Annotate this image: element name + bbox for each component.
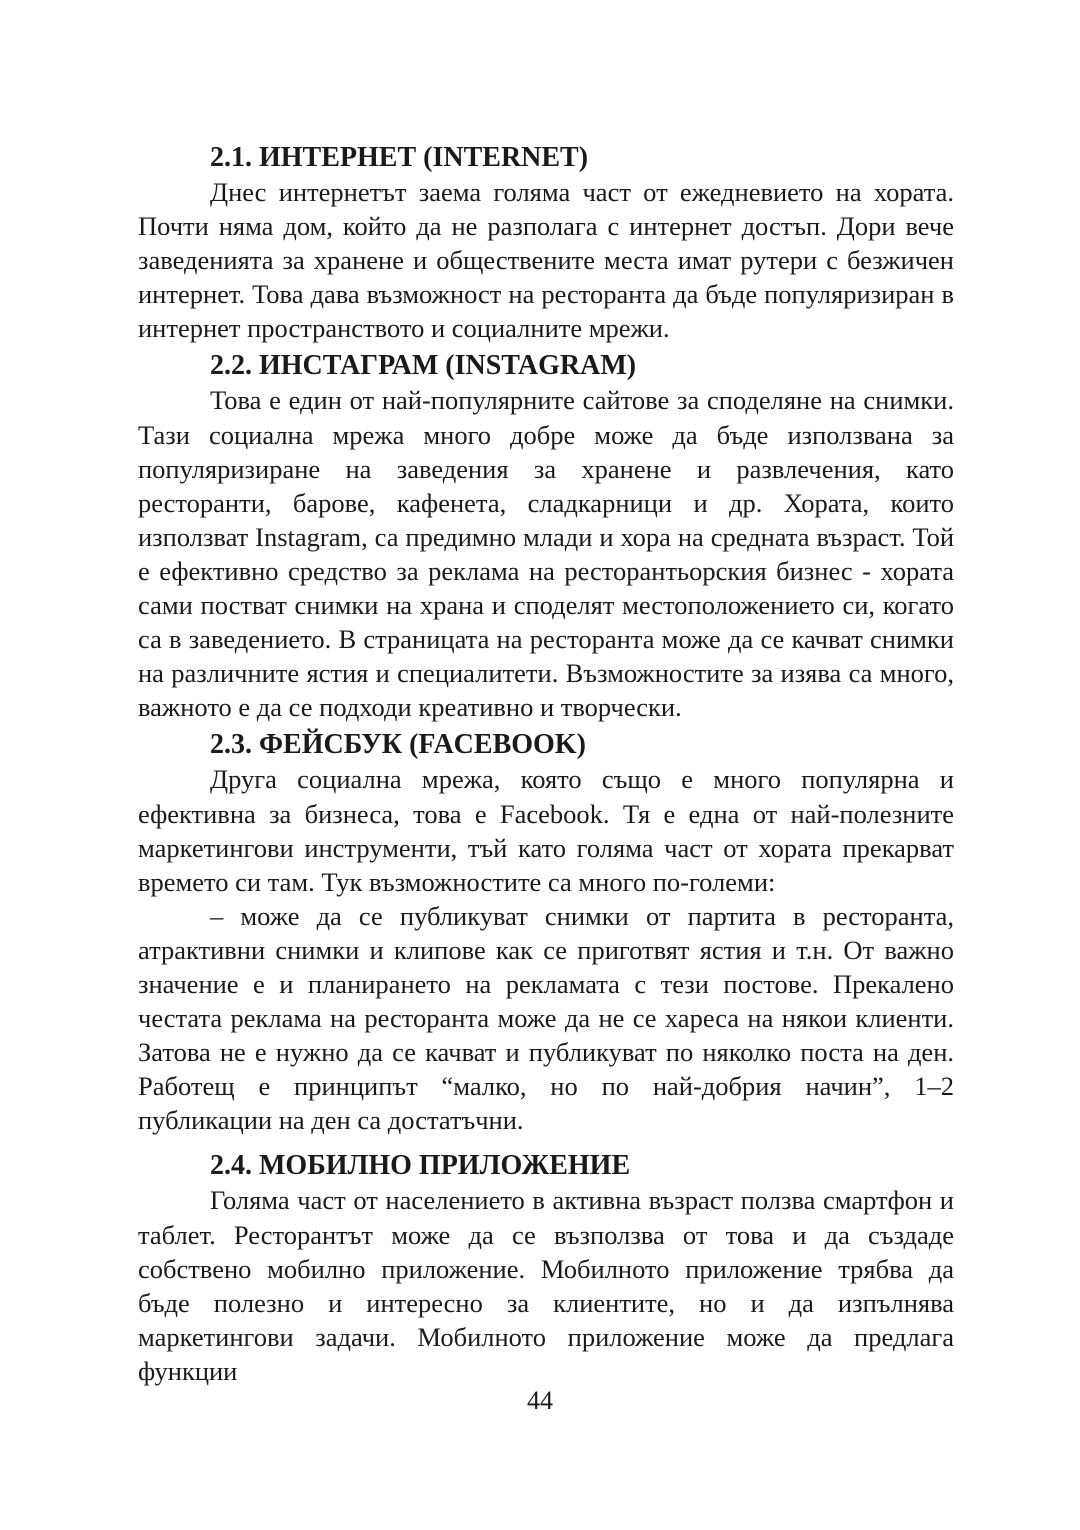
paragraph-facebook: Друга социална мрежа, която също е много популярна и ефективна за бизнеса, това е Facebook. Тя е една от най-полезните маркетингови инструменти, тъй като голяма част от хората прекарват времето си там. Тук възможностите са много по-големи: xyxy=(138,764,954,897)
section-heading-mobile-app: 2.4. МОБИЛНО ПРИЛОЖЕНИЕ xyxy=(210,1150,631,1182)
paragraph-internet: Днес интернетът заема голяма част от ежедневието на хората. Почти няма дом, който да не разполага с интернет достъп. Дори вече заведенията за хранене и обществените места имат рутери с безжичен интернет. Това дава възможност на ресторанта да бъде популяризиран в интернет пространството и социалните мрежи. xyxy=(138,177,954,344)
paragraph-mobile-app: Голяма част от населението в активна възраст ползва смартфон и таблет. Ресторантът може да се възползва от това и да създаде собствено мобилно приложение. Мобилното приложение трябва да бъде полезно и интересно за клиентите, но и да изпълнява маркетингови задачи. Мобилното приложение може да предлага функции xyxy=(138,1185,954,1386)
section-heading-instagram: 2.2. ИНСТАГРАМ (INSTAGRAM) xyxy=(210,350,637,382)
section-heading-internet: 2.1. ИНТЕРНЕТ (INTERNET) xyxy=(210,142,589,173)
section-heading-facebook: 2.3. ФЕЙСБУК (FACEBOOK) xyxy=(210,729,586,761)
paragraph-instagram: Това е един от най-популярните сайтове за споделяне на снимки. Тази социална мрежа много добре може да бъде използвана за популяризиране на заведения за хранене и развлечения, като ресторанти, барове, кафенета, сладкарници и др. Хората, които използват Instagram, са предимно млади и хора на средната възраст. Той е ефективно средство за реклама на ресторантьорския бизнес - хората сами постват снимки на храна и споделят местоположението си, когато са в заведението. В страницата на ресторанта може да се качват снимки на различните ястия и специалитети. Възможностите за изява са много, важното е да се подходи креативно и творчески. xyxy=(138,385,954,723)
page-number: 44 xyxy=(527,1386,553,1415)
paragraph-facebook-list: – може да се публикуват снимки от партита в ресторанта, атрактивни снимки и клипове как се приготвят ястия и т.н. От важно значение е и планирането на рекламата с тези постове. Прекалено честата реклама на ресторанта може да не се хареса на някои клиенти. Затова не е нужно да се качват и публикуват по няколко поста на ден. Работещ е принципът “малко, но по най-добрия начин”, 1–2 публикации на ден са достатъчни. xyxy=(138,900,954,1136)
page-body xyxy=(138,141,954,1388)
